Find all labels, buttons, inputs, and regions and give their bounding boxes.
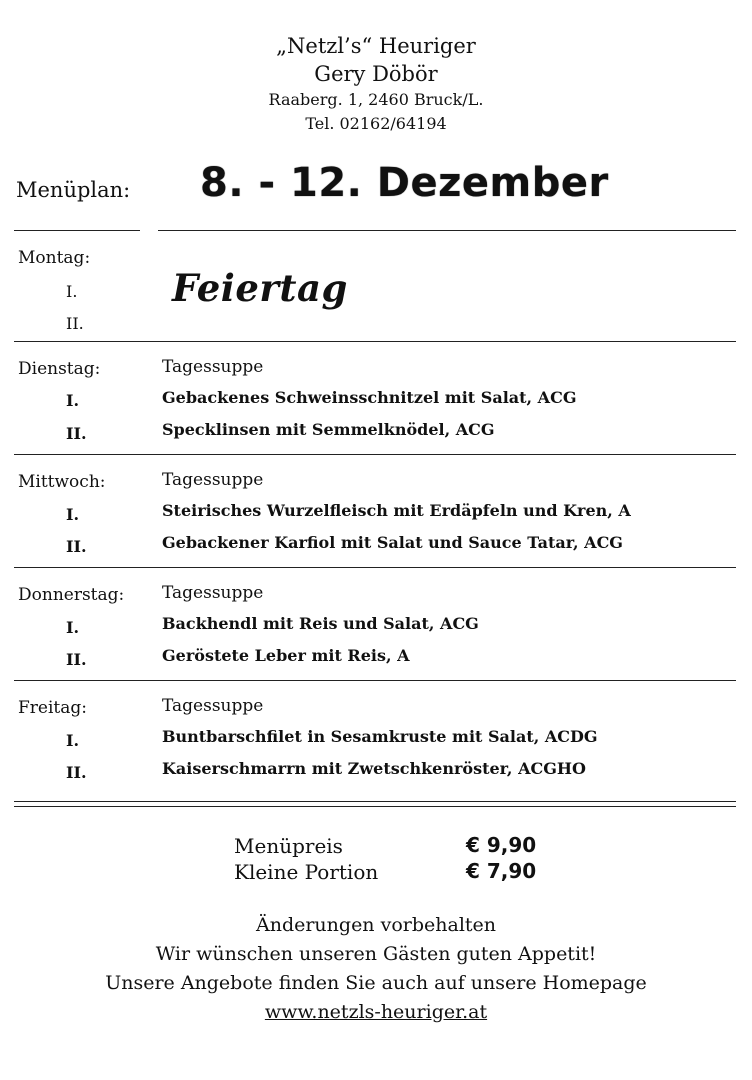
website-link[interactable]: www.netzls-heuriger.at: [264, 1001, 488, 1023]
day-name: Mittwoch:: [18, 472, 106, 492]
holiday-note: Feiertag: [172, 266, 348, 310]
dish-two: Gebackener Karfiol mit Salat und Sauce Tatar, ACG: [162, 533, 623, 552]
day-name: Dienstag:: [18, 359, 101, 379]
dish-one: Steirisches Wurzelfleisch mit Erdäpfeln und Kren, A: [162, 501, 631, 520]
divider: [14, 341, 736, 342]
day-name: Donnerstag:: [18, 585, 125, 605]
soup: Tagessuppe: [162, 357, 264, 377]
numeral-one: I.: [66, 505, 80, 524]
double-divider: [14, 801, 736, 802]
changes-note: Änderungen vorbehalten: [255, 914, 497, 936]
greeting: Wir wünschen unseren Gästen guten Appetit!: [155, 943, 597, 965]
numeral-one: I.: [66, 731, 80, 750]
restaurant-name: „Netzl’s“ Heuriger: [276, 34, 476, 58]
menu-price-label: Menüpreis: [234, 834, 343, 858]
small-portion-value: € 7,90: [466, 859, 537, 883]
small-portion-label: Kleine Portion: [234, 860, 379, 884]
numeral-two: II.: [66, 424, 87, 443]
day-name: Montag:: [18, 248, 91, 268]
double-divider: [14, 806, 736, 807]
numeral-two: II.: [66, 650, 87, 669]
footer: [0, 911, 752, 1027]
numeral-two: II.: [66, 763, 87, 782]
divider: [158, 230, 736, 231]
address: Raaberg. 1, 2460 Bruck/L.: [268, 90, 484, 109]
numeral-one: I.: [66, 282, 78, 301]
owner-name: Gery Döbör: [314, 62, 438, 86]
homepage-note: Unsere Angebote finden Sie auch auf unsere Homepage: [105, 972, 647, 994]
soup: Tagessuppe: [162, 583, 264, 603]
day-name: Freitag:: [18, 698, 87, 718]
numeral-one: I.: [66, 618, 80, 637]
divider: [14, 680, 736, 681]
soup: Tagessuppe: [162, 696, 264, 716]
divider: [14, 567, 736, 568]
menu-plan-label: Menüplan:: [16, 178, 131, 202]
numeral-two: II.: [66, 537, 87, 556]
divider: [14, 454, 736, 455]
dish-one: Buntbarschfilet in Sesamkruste mit Salat, ACDG: [162, 727, 598, 746]
numeral-one: I.: [66, 391, 80, 410]
numeral-two: II.: [66, 314, 84, 333]
divider: [14, 230, 140, 231]
menu-price-value: € 9,90: [466, 833, 537, 857]
date-range: 8. - 12. Dezember: [200, 160, 609, 206]
dish-one: Gebackenes Schweinsschnitzel mit Salat, ACG: [162, 388, 577, 407]
phone-number: Tel. 02162/64194: [305, 114, 447, 133]
dish-two: Kaiserschmarrn mit Zwetschkenröster, ACGHO: [162, 759, 586, 778]
restaurant-header: [0, 32, 752, 136]
soup: Tagessuppe: [162, 470, 264, 490]
dish-two: Specklinsen mit Semmelknödel, ACG: [162, 420, 495, 439]
dish-two: Geröstete Leber mit Reis, A: [162, 646, 410, 665]
dish-one: Backhendl mit Reis und Salat, ACG: [162, 614, 479, 633]
